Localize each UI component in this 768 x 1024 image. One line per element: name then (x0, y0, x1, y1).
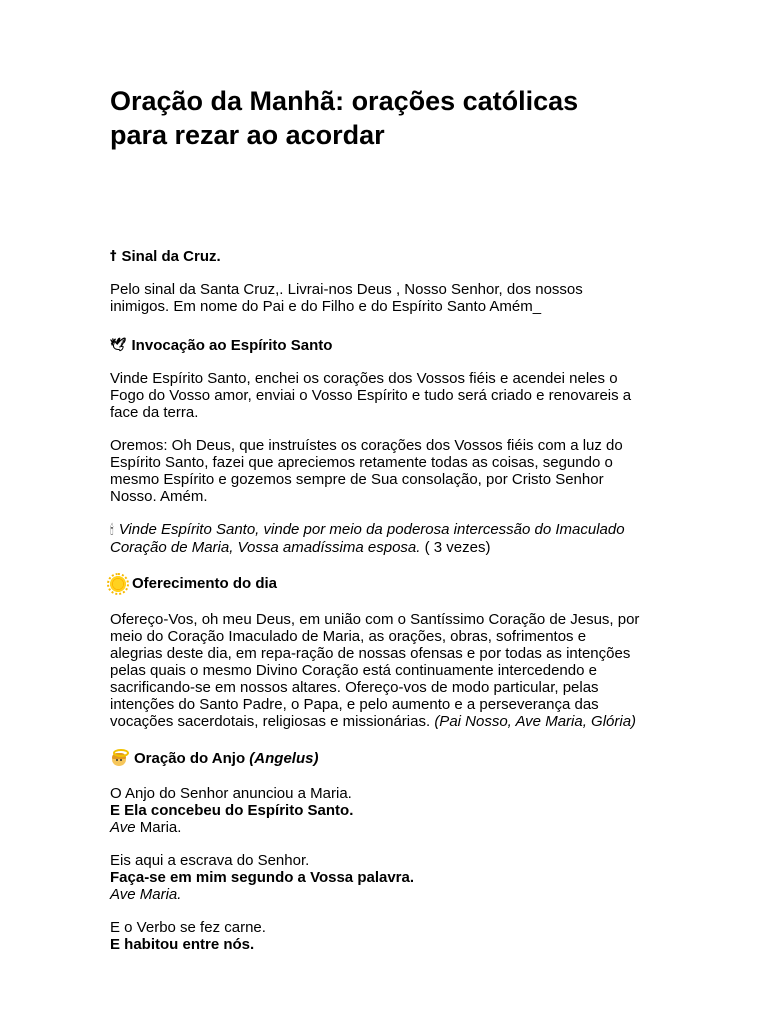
angelus-versicle: Eis aqui a escrava do Senhor. (110, 852, 310, 869)
angelus-heading-text: Oração do Anjo (134, 749, 246, 767)
section-heading-oferecimento (110, 575, 710, 592)
invocacao-paragraph-1 (110, 370, 710, 421)
invocacao-p1-line: face da terra. (110, 404, 199, 421)
angelus-response: Faça-se em mim segundo a Vossa palavra. (110, 869, 415, 886)
angelus-stanza-2 (110, 852, 710, 903)
section-heading-invocacao (110, 337, 710, 354)
section-heading-angelus (110, 749, 710, 767)
oferecimento-paragraph (110, 611, 710, 730)
oferecimento-line: intenções do Santo Padre, o Papa, e pelo aumento e a perseverança das (110, 696, 599, 713)
title-line-1: Oração da Manhã: orações católicas (110, 86, 579, 116)
invocacao-heading-text: Invocação ao Espírito Santo (131, 337, 333, 354)
angelus-response: E Ela concebeu do Espírito Santo. (110, 802, 354, 819)
candle-icon: 🕯 (110, 523, 114, 538)
page-title (110, 84, 710, 152)
invocacao-p3-line-2-italic: Coração de Maria, Vossa amadíssima esposa. (110, 539, 421, 556)
invocacao-p2-line: Espírito Santo, fazei que apreciemos retamente todas as coisas, segundo o (110, 454, 613, 471)
oferecimento-heading-text: Oferecimento do dia (132, 575, 278, 592)
invocacao-p3-line-1: Vinde Espírito Santo, vinde por meio da poderosa intercessão do Imaculado (118, 521, 625, 538)
angelus-stanza-3 (110, 919, 710, 953)
invocacao-p1-line: Fogo do Vosso amor, enviai o Vosso Espírito e tudo será criado e renovareis a (110, 387, 632, 404)
oferecimento-last-line-italic: (Pai Nosso, Ave Maria, Glória) (434, 713, 637, 730)
sinal-paragraph (110, 281, 710, 315)
angel-icon (110, 749, 128, 767)
section-heading-sinal (110, 248, 710, 265)
oferecimento-line: alegrias deste dia, em repa-ração de nossas ofensas e por todas as intenções (110, 645, 631, 662)
sinal-line-2: inimigos. Em nome do Pai e do Filho e do Espírito Santo Amém_ (110, 298, 542, 315)
oferecimento-line: sacrificando-se em nossos altares. Ofereço-vos de modo particular, pelas (110, 679, 599, 696)
invocacao-p1-line: Vinde Espírito Santo, enchei os corações dos Vossos fiéis e acendei neles o (110, 370, 618, 387)
oferecimento-last-line: vocações sacerdotais, religiosas e missionárias. (110, 713, 435, 730)
sinal-heading-text: Sinal da Cruz. (121, 248, 221, 265)
dove-icon: 🕊 (110, 338, 127, 353)
angelus-ave: Ave Maria. (110, 886, 182, 903)
sun-icon (110, 576, 126, 592)
angelus-versicle: E o Verbo se fez carne. (110, 919, 266, 936)
invocacao-p2-line: Nosso. Amém. (110, 488, 208, 505)
invocacao-p2-line: Oremos: Oh Deus, que instruístes os corações dos Vossos fiéis com a luz do (110, 437, 623, 454)
angelus-heading-italic: (Angelus) (249, 749, 319, 767)
oferecimento-line: Ofereço-Vos, oh meu Deus, em união com o Santíssimo Coração de Jesus, por (110, 611, 640, 628)
angelus-ave-italic: Ave (110, 819, 136, 836)
sinal-line-1: Pelo sinal da Santa Cruz,. Livrai-nos Deus , Nosso Senhor, dos nossos (110, 281, 583, 298)
oferecimento-line: pelas quais o mesmo Divino Coração está continuamente intercedendo e (110, 662, 597, 679)
angelus-versicle: O Anjo do Senhor anunciou a Maria. (110, 785, 352, 802)
invocacao-p2-line: mesmo Espírito e gozemos sempre de Sua consolação, por Cristo Senhor (110, 471, 604, 488)
invocacao-paragraph-3 (110, 521, 710, 556)
cross-icon: † (110, 249, 117, 264)
document-page (110, 84, 710, 953)
invocacao-p3-line-2-rest: ( 3 vezes) (420, 539, 491, 556)
invocacao-paragraph-2 (110, 437, 710, 505)
title-line-2: para rezar ao acordar (110, 120, 385, 150)
angelus-ave-rest: Maria. (135, 819, 182, 836)
oferecimento-line: meio do Coração Imaculado de Maria, as orações, obras, sofrimentos e (110, 628, 587, 645)
angelus-stanza-1 (110, 785, 710, 836)
angelus-response: E habitou entre nós. (110, 936, 255, 953)
